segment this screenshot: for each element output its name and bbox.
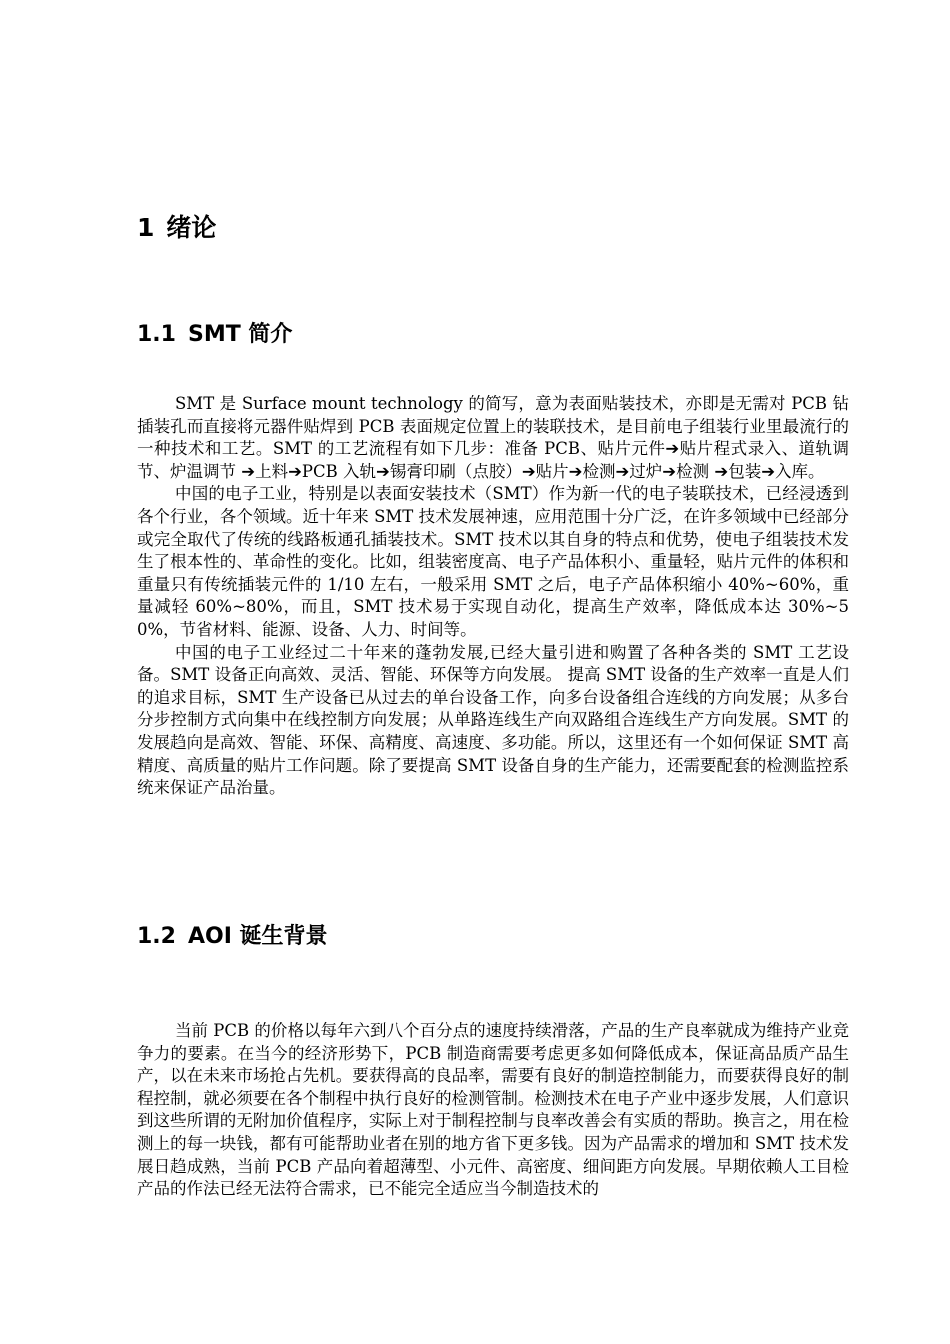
body-paragraph: SMT 是 Surface mount technology 的简写，意为表面贴装技术，亦即是无需对 PCB 钻插装孔而直接将元器件贴焊到 PCB 表面规定位置上的装联技术，是目前电子组装行业里最流行的一种技术和工艺。SMT 的工艺流程有如下几步：准备 PCB、贴片元件➔贴片程式录入、道轨调节、炉温调节 ➔上料➔PCB 入轨➔锡膏印刷（点胶）➔贴片➔检测➔过炉➔检测 ➔包装➔入库。 <box>137 394 849 481</box>
section-number: 1.2 <box>137 924 176 949</box>
section-body-aoi-background <box>137 1020 849 1201</box>
chapter-title: 绪论 <box>166 213 217 242</box>
body-paragraph: 当前 PCB 的价格以每年六到八个百分点的速度持续滑落，产品的生产良率就成为维持产业竞争力的要素。在当今的经济形势下，PCB 制造商需要考虑更多如何降低成本，保证高品质产品生产，以在未来市场抢占先机。要获得高的良品率，需要有良好的制造控制能力，而要获得良好的制程控制，就必须要在各个制程中执行良好的检测管制。检测技术在电子产业中逐步发展，人们意识到这些所谓的无附加价值程序，实际上对于制程控制与良率改善会有实质的帮助。换言之，用在检测上的每一块钱，都有可能帮助业者在别的地方省下更多钱。因为产品需求的增加和 SMT 技术发展日趋成熟，当前 PCB 产品向着超薄型、小元件、高密度、细间距方向发展。早期依赖人工目检产品的作法已经无法符合需求，已不能完全适应当今制造技术的 <box>137 1021 849 1199</box>
chapter-number: 1 <box>137 213 155 242</box>
section-body-smt-intro <box>137 393 849 800</box>
section-heading-aoi-background <box>137 920 328 954</box>
section-heading-smt-intro <box>137 318 292 352</box>
section-title: SMT 简介 <box>187 322 293 347</box>
body-paragraph: 中国的电子工业，特别是以表面安装技术（SMT）作为新一代的电子装联技术，已经浸透到各个行业，各个领域。近十年来 SMT 技术发展神速，应用范围十分广泛，在许多领域中已经部分或完全取代了传统的线路板通孔插装技术。SMT 技术以其自身的特点和优势，使电子组装技术发生了根本性的、革命性的变化。比如，组装密度高、电子产品体积小、重量轻，贴片元件的体积和重量只有传统插装元件的 1/10 左右，一般采用 SMT 之后，电子产品体积缩小 40%~60%，重量减轻 60%~80%，而且，SMT 技术易于实现自动化，提高生产效率，降低成本达 30%~50%，节省材料、能源、设备、人力、时间等。 <box>137 484 849 639</box>
chapter-heading <box>137 208 216 248</box>
body-paragraph: 中国的电子工业经过二十年来的蓬勃发展,已经大量引进和购置了各种各类的 SMT 工艺设备。SMT 设备正向高效、灵活、智能、环保等方向发展。 提高 SMT 设备的生产效率一直是人们的追求目标，SMT 生产设备已从过去的单台设备工作，向多台设备组合连线的方向发展；从多台分步控制方式向集中在线控制方向发展；从单路连线生产向双路组合连线生产方向发展。SMT 的发展趋向是高效、智能、环保、高精度、高速度、多功能。所以，这里还有一个如何保证 SMT 高精度、高质量的贴片工作问题。除了要提高 SMT 设备自身的生产能力，还需要配套的检测监控系统来保证产品治量。 <box>137 642 849 798</box>
section-title: AOI 诞生背景 <box>187 924 328 949</box>
section-number: 1.1 <box>137 322 176 347</box>
